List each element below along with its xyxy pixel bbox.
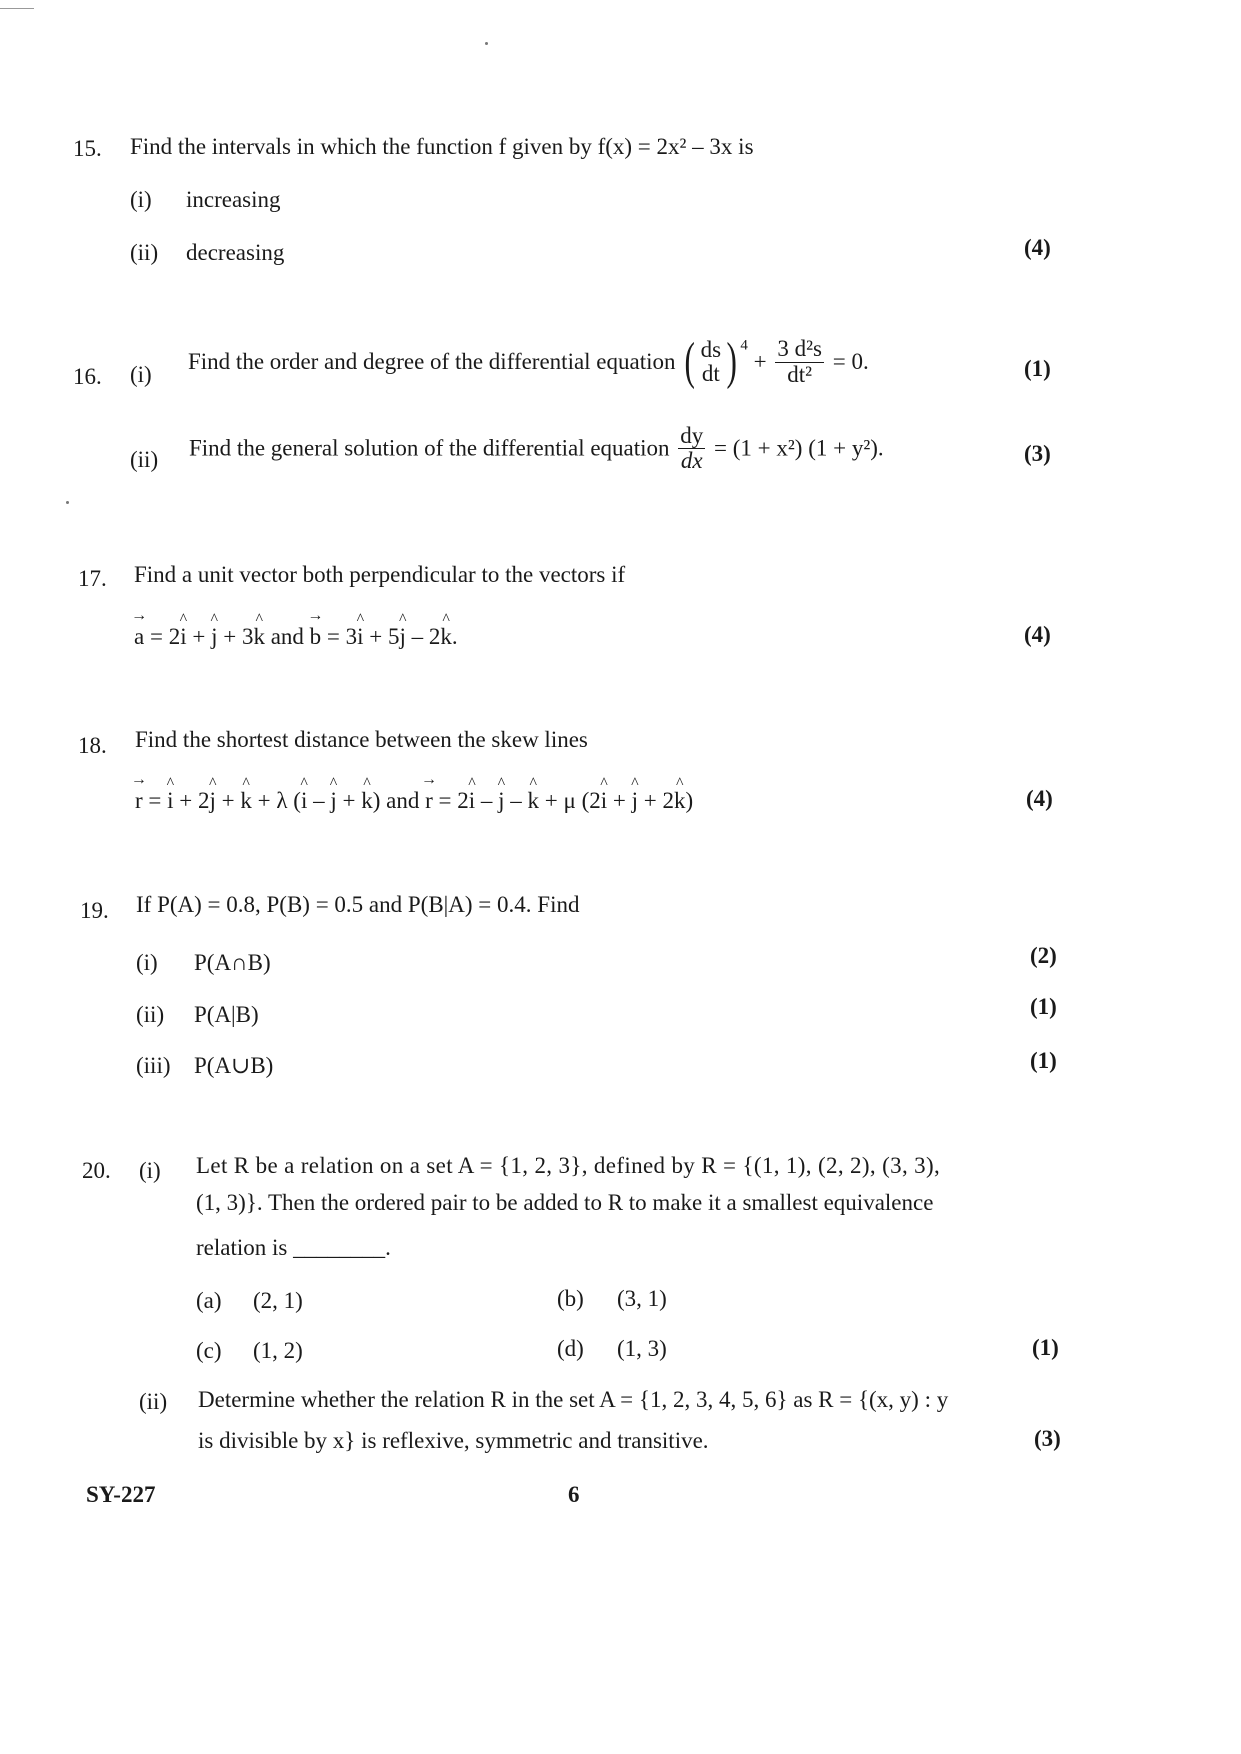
equation-part: = <box>148 788 162 813</box>
right-paren: ) <box>726 333 737 390</box>
part-text: Find the order and degree of the differential equation <box>188 349 676 374</box>
equation-part: + <box>342 788 356 813</box>
unit-i: ^ i <box>301 788 307 814</box>
equation-part: + 2 <box>643 788 675 813</box>
unit-k: ^ k <box>253 624 265 650</box>
part-text: Find the general solution of the differential equation <box>189 435 670 461</box>
part-text-equation <box>189 424 884 473</box>
option-label: (d) <box>557 1336 584 1361</box>
equation-tail: = 0. <box>832 349 869 374</box>
part-label: (ii) <box>130 240 159 265</box>
conjunction: and <box>270 624 304 649</box>
unit-j: ^ j <box>211 624 217 650</box>
vector-a: → a <box>134 624 144 650</box>
part-label: (ii) <box>139 1389 168 1414</box>
part-text-equation <box>188 333 869 390</box>
equation-part: = 2 <box>149 624 181 649</box>
unit-j: ^ j <box>330 788 336 814</box>
part-text: decreasing <box>186 240 285 265</box>
question-text: Find the intervals in which the function f given by f(x) = 2x² – 3x is <box>130 134 754 159</box>
question-number: 16. <box>73 364 102 389</box>
part-text: P(A∩B) <box>194 950 271 975</box>
equation-part: = 3 <box>326 624 358 649</box>
fraction-dy-dx <box>678 424 705 473</box>
equation-part: ) <box>372 788 381 813</box>
equation-tail: = (1 + x²) (1 + y²). <box>714 435 884 461</box>
vector-r: → r <box>135 788 143 814</box>
unit-k: ^ k <box>528 788 540 814</box>
part-label: (i) <box>136 950 158 975</box>
equation-part: + <box>612 788 626 813</box>
option-label: (b) <box>557 1286 584 1311</box>
equation-part: + μ (2 <box>544 788 601 813</box>
fraction-d2s-dt2 <box>775 337 824 386</box>
scan-speck <box>485 42 488 45</box>
equation-part: . <box>451 624 458 649</box>
part-label: (i) <box>130 362 152 387</box>
unit-i: ^ i <box>180 624 186 650</box>
unit-k: ^ k <box>674 788 686 814</box>
part-label: (ii) <box>130 447 159 472</box>
equation-part: + 3 <box>223 624 254 649</box>
part-text-line: is divisible by x} is reflexive, symmetric and transitive. <box>198 1428 709 1453</box>
unit-k: ^ k <box>240 788 252 814</box>
part-text: P(A|B) <box>194 1002 259 1027</box>
denominator: dt <box>701 361 720 386</box>
option-c: (1, 2) <box>253 1338 303 1363</box>
marks: (1) <box>1030 1048 1057 1073</box>
unit-j: ^ j <box>498 788 504 814</box>
option-label: (a) <box>196 1288 222 1313</box>
question-number: 17. <box>78 566 107 591</box>
equation-part: – <box>480 788 493 813</box>
part-label: (iii) <box>136 1053 171 1078</box>
marks: (1) <box>1032 1335 1059 1360</box>
marks: (1) <box>1024 356 1051 381</box>
question-text: If P(A) = 0.8, P(B) = 0.5 and P(B|A) = 0.4. Find <box>136 892 580 917</box>
denominator: dx <box>680 448 703 474</box>
equation-part: + 2 <box>179 788 210 813</box>
marks: (3) <box>1034 1426 1061 1451</box>
question-number: 19. <box>80 898 109 923</box>
option-a: (2, 1) <box>253 1288 303 1313</box>
vector-r: → r <box>425 788 433 814</box>
unit-j: ^ j <box>210 788 216 814</box>
option-d: (1, 3) <box>617 1336 667 1361</box>
vector-b: → b <box>310 624 322 650</box>
part-text: increasing <box>186 187 281 212</box>
equation-part: – <box>510 788 522 813</box>
part-text-line: relation is ________. <box>196 1235 391 1260</box>
numerator: ds <box>700 336 722 362</box>
question-number: 15. <box>73 136 102 161</box>
denominator: dt² <box>787 361 813 387</box>
marks: (2) <box>1030 943 1057 968</box>
part-text-line: Let R be a relation on a set A = {1, 2, 3}, defined by R = {(1, 1), (2, 2), (3, 3), <box>196 1153 941 1178</box>
part-text-line: Determine whether the relation R in the set A = {1, 2, 3, 4, 5, 6} as R = {(x, y) : y <box>198 1387 949 1412</box>
unit-i: ^ i <box>601 788 607 814</box>
equation-part: + <box>221 788 235 813</box>
equation-part: + λ ( <box>257 788 301 813</box>
equation-part: = 2 <box>438 788 469 813</box>
equation-part: – 2 <box>411 624 441 649</box>
fraction-ds-dt <box>699 338 723 386</box>
option-b: (3, 1) <box>617 1286 667 1311</box>
question-text: Find the shortest distance between the skew lines <box>135 727 588 752</box>
question-text: Find a unit vector both perpendicular to the vectors if <box>134 562 626 587</box>
left-paren: ( <box>684 333 696 390</box>
question-number: 20. <box>82 1158 111 1183</box>
equation-part: + <box>192 624 206 649</box>
question-number: 18. <box>78 733 107 758</box>
marks: (4) <box>1024 235 1051 260</box>
part-text-line: (1, 3)}. Then the ordered pair to be added to R to make it a smallest equivalence <box>196 1190 934 1215</box>
conjunction: and <box>386 788 420 813</box>
scan-speck <box>66 501 69 504</box>
part-label: (ii) <box>136 1002 165 1027</box>
equation-part: + 5 <box>369 624 400 649</box>
vector-equation <box>134 624 458 650</box>
numerator: 3 d²s <box>777 336 822 362</box>
marks: (1) <box>1030 994 1057 1019</box>
scan-edge-line <box>0 8 34 9</box>
marks: (4) <box>1026 786 1053 811</box>
part-label: (i) <box>130 187 152 212</box>
equation-part: – <box>313 788 325 813</box>
unit-j: ^ j <box>400 624 406 650</box>
equation-part: ) <box>685 788 694 813</box>
unit-i: ^ i <box>167 788 173 814</box>
skew-lines-equation <box>135 788 693 814</box>
option-label: (c) <box>196 1338 222 1363</box>
part-label: (i) <box>139 1158 161 1183</box>
numerator: dy <box>680 423 704 448</box>
plus-sign: + <box>753 349 767 374</box>
part-text: P(A∪B) <box>194 1053 274 1078</box>
unit-j: ^ j <box>632 788 638 814</box>
unit-i: ^ i <box>357 624 363 650</box>
power: 4 <box>740 337 748 354</box>
paper-code: SY-227 <box>86 1482 156 1507</box>
unit-i: ^ i <box>469 788 475 814</box>
marks: (4) <box>1024 622 1051 647</box>
marks: (3) <box>1024 441 1051 466</box>
unit-k: ^ k <box>440 624 452 650</box>
unit-k: ^ k <box>361 788 373 814</box>
page-number: 6 <box>568 1482 580 1507</box>
